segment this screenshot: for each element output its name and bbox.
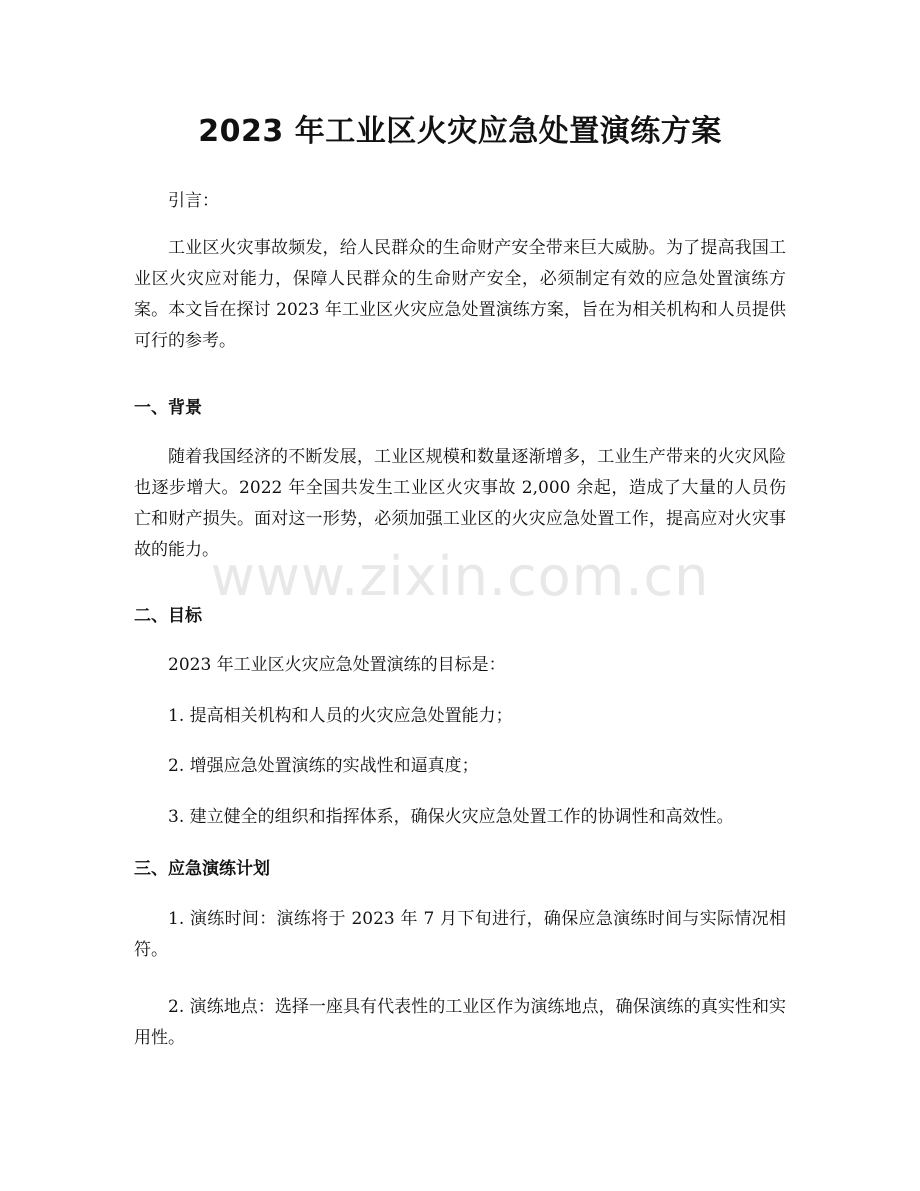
intro-label: 引言： — [168, 191, 219, 211]
section-heading-background: 一、背景 — [134, 398, 202, 418]
section-heading-plan: 三、应急演练计划 — [134, 859, 270, 879]
document-title: 2023 年工业区火灾应急处置演练方案 — [198, 114, 722, 149]
goals-intro: 2023 年工业区火灾应急处置演练的目标是： — [168, 655, 506, 675]
goal-item: 1. 提高相关机构和人员的火灾应急处置能力； — [168, 706, 513, 726]
plan-item: 1. 演练时间：演练将于 2023 年 7 月下旬进行，确保应急演练时间与实际情况相符。 — [134, 909, 786, 960]
goal-item: 2. 增强应急处置演练的实战性和逼真度； — [168, 756, 479, 776]
watermark-text: www.zixin.com.cn — [210, 545, 710, 608]
plan-item: 2. 演练地点：选择一座具有代表性的工业区作为演练地点，确保演练的真实性和实用性。 — [134, 997, 786, 1048]
section-heading-goals: 二、目标 — [134, 606, 202, 626]
goal-item: 3. 建立健全的组织和指挥体系，确保火灾应急处置工作的协调性和高效性。 — [168, 807, 734, 827]
background-paragraph: 随着我国经济的不断发展，工业区规模和数量逐渐增多，工业生产带来的火灾风险也逐步增大。2022 年全国共发生工业区火灾事故 2,000 余起，造成了大量的人员伤亡和财产损失。面对这一形势，必须加强工业区的火灾应急处置工作，提高应对火灾事故的能力。 — [134, 447, 786, 560]
intro-paragraph: 工业区火灾事故频发，给人民群众的生命财产安全带来巨大威胁。为了提高我国工业区火灾应对能力，保障人民群众的生命财产安全，必须制定有效的应急处置演练方案。本文旨在探讨 2023 年工业区火灾应急处置演练方案，旨在为相关机构和人员提供可行的参考。 — [134, 238, 786, 351]
